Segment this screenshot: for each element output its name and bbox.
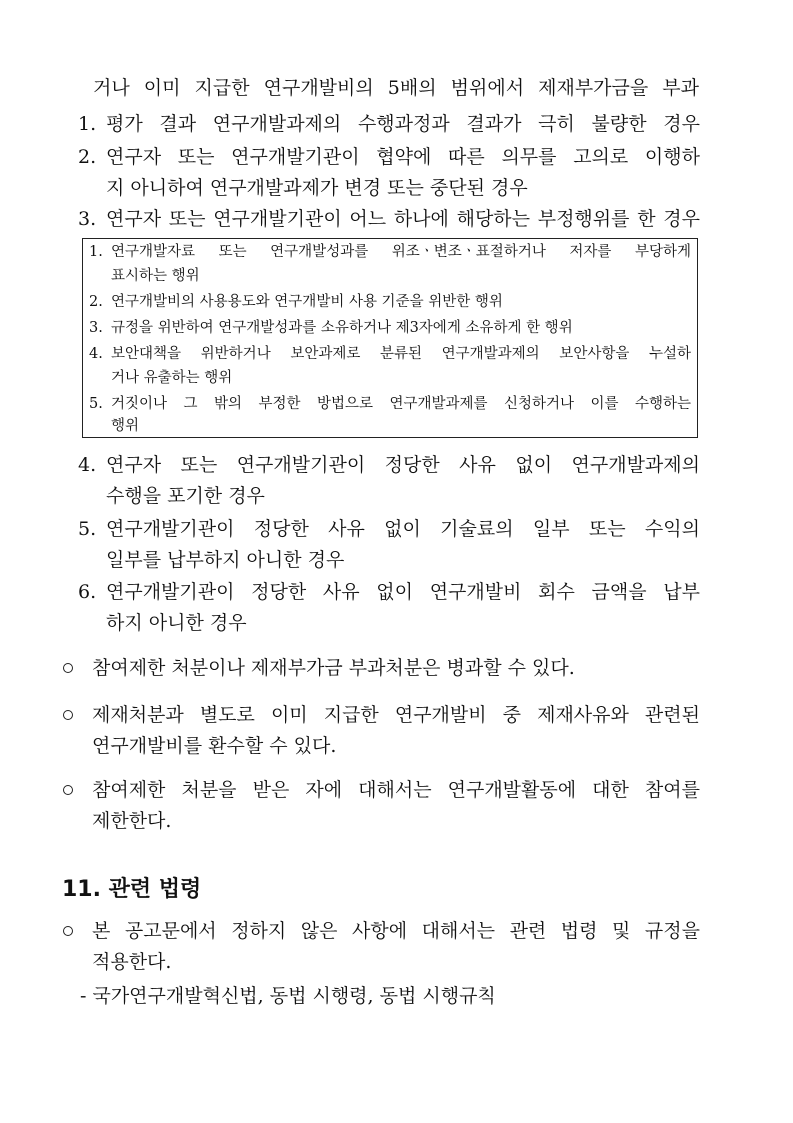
misconduct-box (82, 238, 698, 438)
list-item-line: 일부를 납부하지 아니한 경우 (106, 549, 345, 571)
item-number: 3. (78, 208, 97, 230)
list-item-line: 연구자 또는 연구개발기관이 어느 하나에 해당하는 부정행위를 한 경우 (106, 208, 700, 230)
bullet-line: 적용한다. (92, 951, 172, 973)
list-item-line: 수행을 포기한 경우 (106, 485, 265, 507)
item-number: 2. (78, 146, 97, 168)
bullet-circle-icon (63, 926, 73, 936)
box-item-line: 행위 (111, 418, 140, 434)
item-number: 6. (78, 581, 97, 603)
item-number: 4. (78, 454, 97, 476)
list-item-line: 연구개발기관이 정당한 사유 없이 기술료의 일부 또는 수익의 (106, 518, 700, 540)
list-item-line: 연구자 또는 연구개발기관이 정당한 사유 없이 연구개발과제의 (106, 454, 700, 476)
box-item-line: 연구개발자료 또는 연구개발성과를 위조ㆍ변조ㆍ표절하거나 저자를 부당하게 (111, 244, 691, 260)
bullet-circle-icon (63, 785, 73, 795)
section-heading: 11. 관련 법령 (62, 877, 202, 902)
box-item-number: 2. (89, 294, 103, 310)
list-item-line: 지 아니하여 연구개발과제가 변경 또는 중단된 경우 (106, 177, 528, 199)
list-item-line: 하지 아니한 경우 (106, 612, 247, 634)
item-number: 5. (78, 518, 97, 540)
bullet-line: 본 공고문에서 정하지 않은 사항에 대해서는 관련 법령 및 규정을 (92, 920, 700, 942)
box-item-line: 규정을 위반하여 연구개발성과를 소유하거나 제3자에게 소유하게 한 행위 (111, 320, 573, 336)
bullet-line: 제한한다. (92, 810, 172, 832)
box-item-number: 3. (89, 320, 103, 336)
list-item-line: 연구자 또는 연구개발기관이 협약에 따른 의무를 고의로 이행하 (106, 146, 700, 168)
box-item-line: 거짓이나 그 밖의 부정한 방법으로 연구개발과제를 신청하거나 이를 수행하는 (111, 396, 691, 412)
bullet-circle-icon (63, 663, 73, 673)
box-item-line: 연구개발비의 사용용도와 연구개발비 사용 기준을 위반한 행위 (111, 294, 503, 310)
box-item-line: 표시하는 행위 (111, 268, 200, 284)
bullet-line: 참여제한 처분을 받은 자에 대해서는 연구개발활동에 대한 참여를 (92, 779, 700, 801)
item-number: 1. (78, 113, 97, 135)
list-item-line: 평가 결과 연구개발과제의 수행과정과 결과가 극히 불량한 경우 (106, 113, 700, 135)
box-item-number: 4. (89, 346, 103, 362)
bullet-line: 참여제한 처분이나 제재부가금 부과처분은 병과할 수 있다. (92, 657, 575, 679)
box-item-number: 5. (89, 396, 103, 412)
bullet-line: 연구개발비를 환수할 수 있다. (92, 735, 337, 757)
bullet-line: 제재처분과 별도로 이미 지급한 연구개발비 중 제재사유와 관련된 (92, 704, 700, 726)
box-item-line: 거나 유출하는 행위 (111, 370, 233, 386)
law-list-item: - 국가연구개발혁신법, 동법 시행령, 동법 시행규칙 (80, 985, 496, 1007)
bullet-circle-icon (63, 710, 73, 720)
box-item-number: 1. (89, 244, 103, 260)
intro-line: 거나 이미 지급한 연구개발비의 5배의 범위에서 제재부가금을 부과 (93, 77, 699, 99)
box-item-line: 보안대책을 위반하거나 보안과제로 분류된 연구개발과제의 보안사항을 누설하 (111, 346, 691, 362)
list-item-line: 연구개발기관이 정당한 사유 없이 연구개발비 회수 금액을 납부 (106, 581, 700, 603)
